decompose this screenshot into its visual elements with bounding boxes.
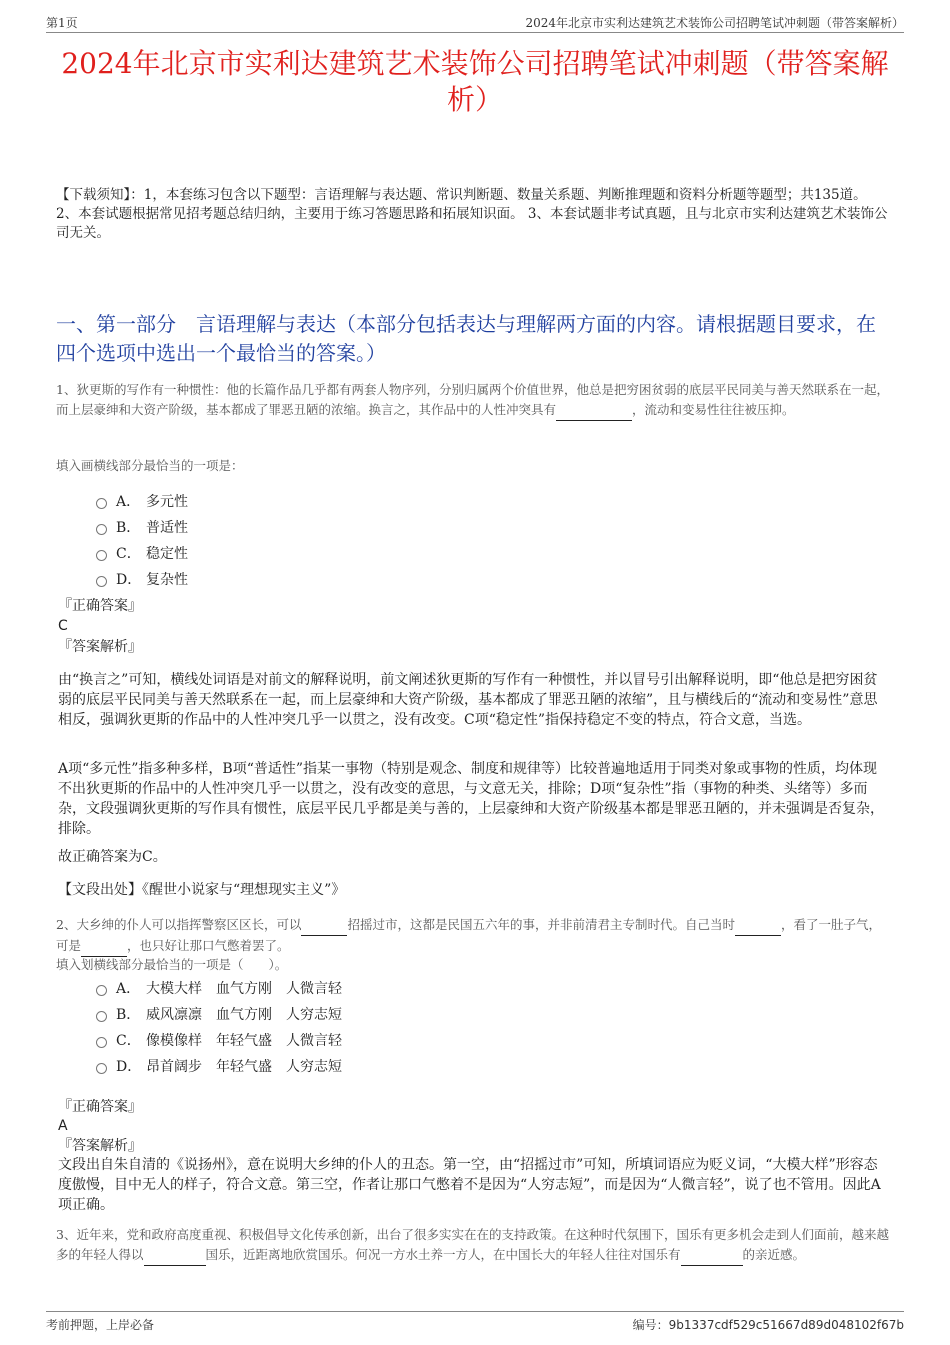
correct-answer: C	[58, 618, 68, 634]
analysis-paragraph: 文段出自朱自清的《说扬州》，意在说明大乡绅的仆人的丑态。第一空，由“招摇过市”可知，所填词语应为贬义词，“大模大样”形容态度傲慢，目中无人的样子，符合文意。第三空，作者让那口气憋着不是因为“人穷志短”，而是因为“人微言轻”，说了也不管用。因此A项正确。	[58, 1157, 881, 1213]
radio-icon[interactable]	[96, 985, 107, 996]
page-footer	[46, 1311, 904, 1334]
answer-label: 『正确答案』	[58, 598, 142, 614]
answer-blank	[556, 400, 632, 421]
analysis-label: 『答案解析』	[58, 639, 142, 655]
option-a[interactable]: A． 多元性	[96, 488, 188, 514]
document-code: 编号：9b1337cdf529c51667d89d048102f67b	[632, 1318, 904, 1332]
answer-blank	[144, 1245, 206, 1266]
radio-icon[interactable]	[96, 498, 107, 509]
download-notice: 【下载须知】：1，本套练习包含以下题型：言语理解与表达题、常识判断题、数量关系题、判断推理题和资料分析题等题型；共135道。 2、本套试题根据常见招考题总结归纳，主要用于练习答题思路和拓展知识面。 3、本套试题非考试真题，且与北京市实利达建筑艺术装饰公司无关。	[56, 187, 888, 241]
radio-icon[interactable]	[96, 1037, 107, 1048]
answer-blank	[301, 915, 347, 936]
option-d[interactable]: D． 复杂性	[96, 566, 188, 592]
question-2-options	[96, 975, 342, 1079]
page-header	[46, 14, 904, 33]
question-2-text: 2、大乡绅的仆人可以指挥警察区区长，可以 招摇过市，这都是民国五六年的事，并非前清君主专制时代。自己当时 ，看了一肚子气，可是 ，也只好让那口气憋着罢了。	[56, 915, 890, 957]
radio-icon[interactable]	[96, 1011, 107, 1022]
page-title: 2024年北京市实利达建筑艺术装饰公司招聘笔试冲刺题（带答案解析）	[61, 47, 889, 116]
footer-slogan: 考前押题，上岸必备	[46, 1318, 155, 1332]
radio-icon[interactable]	[96, 550, 107, 561]
question-1-options	[96, 488, 188, 592]
passage-source: 【文段出处】《醒世小说家与“理想现实主义”》	[58, 882, 346, 898]
option-b[interactable]: B． 威风凛凛 血气方刚 人穷志短	[96, 1001, 342, 1027]
header-doc-title: 2024年北京市实利达建筑艺术装饰公司招聘笔试冲刺题（带答案解析）	[525, 16, 904, 30]
answer-blank	[81, 936, 127, 957]
radio-icon[interactable]	[96, 576, 107, 587]
question-1-text: 1、狄更斯的写作有一种惯性：他的长篇作品几乎都有两套人物序列，分别归属两个价值世界，他总是把穷困贫弱的底层平民同美与善天然联系在一起，而上层豪绅和大资产阶级，基本都成了罪恶丑陋的浓缩。换言之，其作品中的人性冲突具有 ，流动和变易性往往被压抑。	[56, 380, 890, 421]
question-3-text: 3、近年来，党和政府高度重视、积极倡导文化传承创新，出台了很多实实在在的支持政策。在这种时代氛围下，国乐有更多机会走到人们面前，越来越多的年轻人得以 国乐，近距离地欣赏国乐。何况一方水土养一方人，在中国长大的年轻人往往对国乐有 的亲近感。	[56, 1225, 890, 1266]
section-heading: 一、第一部分 言语理解与表达（本部分包括表达与理解两方面的内容。请根据题目要求，在四个选项中选出一个最恰当的答案。）	[56, 312, 876, 365]
answer-label: 『正确答案』	[58, 1099, 142, 1115]
analysis-label: 『答案解析』	[58, 1138, 142, 1154]
option-c[interactable]: C． 像模像样 年轻气盛 人微言轻	[96, 1027, 342, 1053]
correct-answer: A	[58, 1118, 68, 1134]
answer-blank	[735, 915, 781, 936]
analysis-conclusion: 故正确答案为C。	[58, 849, 167, 865]
question-1-prompt: 填入画横线部分最恰当的一项是：	[56, 458, 244, 473]
question-2-prompt: 填入划横线部分最恰当的一项是（ ）。	[56, 957, 288, 972]
radio-icon[interactable]	[96, 1063, 107, 1074]
radio-icon[interactable]	[96, 524, 107, 535]
option-d[interactable]: D． 昂首阔步 年轻气盛 人穷志短	[96, 1053, 342, 1079]
analysis-paragraph-2: A项“多元性”指多种多样，B项“普适性”指某一事物（特别是观念、制度和规律等）比较普遍地适用于同类对象或事物的性质，均体现不出狄更斯的作品中的人性冲突几乎一以贯之，没有改变的意思，与文意无关，排除；D项“复杂性”指（事物的种类、头绪等）多而杂，文段强调狄更斯的写作具有惯性，底层平民几乎都是美与善的，上层豪绅和大资产阶级基本都是罪恶丑陋的，并未强调是否复杂，排除。	[58, 761, 884, 837]
answer-blank	[681, 1245, 743, 1266]
option-b[interactable]: B． 普适性	[96, 514, 188, 540]
option-c[interactable]: C． 稳定性	[96, 540, 188, 566]
analysis-paragraph-1: 由“换言之”可知，横线处词语是对前文的解释说明，前文阐述狄更斯的写作有一种惯性，并以冒号引出解释说明，即“他总是把穷困贫弱的底层平民同美与善天然联系在一起，而上层豪绅和大资产阶级，基本都成了罪恶丑陋的浓缩”，且与横线后的“流动和变易性”意思相反，强调狄更斯的作品中的人性冲突几乎一以贯之，没有改变。C项“稳定性”指保持稳定不变的特点，符合文意，当选。	[58, 672, 878, 728]
option-a[interactable]: A． 大模大样 血气方刚 人微言轻	[96, 975, 342, 1001]
page-number: 第1页	[46, 16, 78, 30]
